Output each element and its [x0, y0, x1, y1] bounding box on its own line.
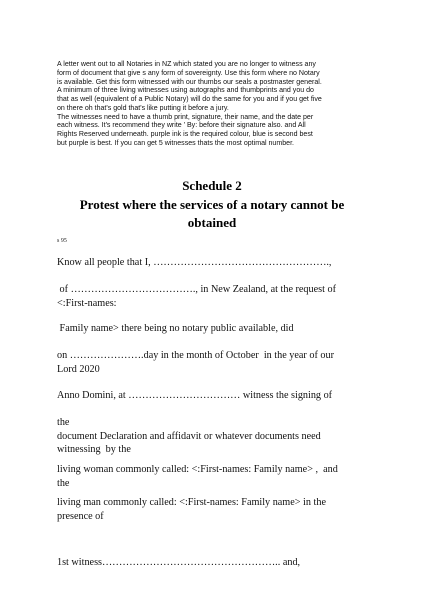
body-line: 1st witness…………………………………………….. and, [57, 557, 301, 568]
intro-line: A minimum of three living witnesses using autographs and thumbprints and you do [57, 87, 314, 95]
intro-paragraph [57, 61, 369, 149]
intro-line: but purple is best. If you can get 5 witnesses thats the most optimal number. [57, 139, 294, 147]
intro-line: form of document that give s any form of sovereignty. Use this form where no Notary [57, 69, 320, 77]
schedule-subtitle: Protest where the services of a notary cannot be obtained [79, 197, 345, 230]
body-line: living man commonly called: <:First-names: Family name> in the [57, 497, 326, 508]
body-line: living woman commonly called: <:First-names: Family name> , and [57, 464, 338, 475]
body-line: of ………………………………., in New Zealand, at the request of [57, 284, 336, 295]
body-line: presence of [57, 511, 104, 522]
body-line: the [57, 417, 70, 428]
intro-line: A letter went out to all Notaries in NZ which stated you are no longer to witness any [57, 61, 316, 68]
intro-line: on there oh that's gold that's like putting it before a jury. [57, 104, 229, 112]
body-line: Lord 2020 [57, 364, 100, 375]
body-line: witnessing by the [57, 444, 131, 455]
body-line: on ………………….day in the month of October in the year of our [57, 350, 334, 361]
intro-line: each witness. It's recommend they write ' By: before their signature also. and All [57, 122, 306, 130]
body-line: Family name> there being no notary public available, did [57, 323, 294, 334]
intro-line: The witnesses need to have a thumb print, signature, their name, and the date per [57, 113, 314, 121]
intro-line: that as well (equivalent of a Public Notary) will do the same for you and if you get five [57, 96, 322, 103]
intro-line: is available. Get this form witnessed with our thumbs our seals a postmaster general. [57, 78, 322, 86]
intro-line: Rights Reserved underneath. purple ink is the required colour, blue is second best [57, 131, 313, 138]
body-line: <:First-names: [57, 298, 117, 309]
section-reference: s 95 [57, 238, 67, 244]
body-line: Know all people that I, ……………………………………………., [57, 257, 332, 268]
body-line: Anno Domini, at …………………………… witness the signing of [57, 390, 333, 401]
body-line: the [57, 478, 70, 489]
body-line: document Declaration and affidavit or whatever documents need [57, 431, 321, 442]
schedule-title: Schedule 2 [182, 178, 242, 193]
